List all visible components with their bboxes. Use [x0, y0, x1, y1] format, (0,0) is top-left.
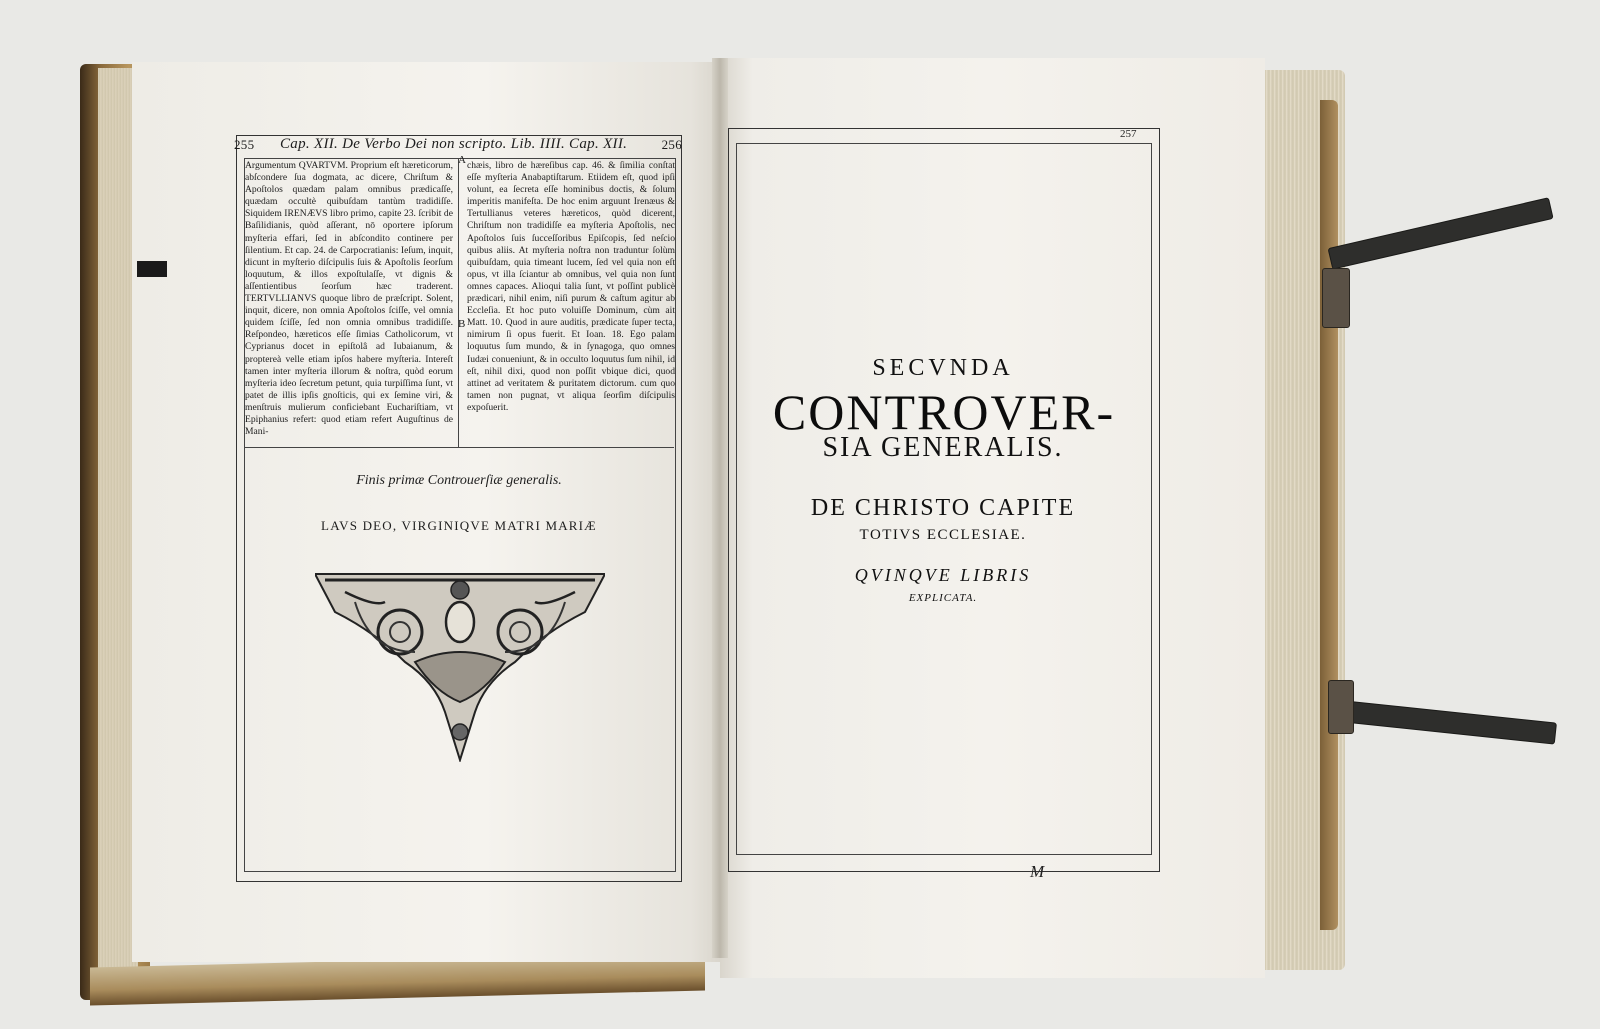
clasp-strap-upper — [1328, 197, 1554, 270]
margin-marker-a: A — [458, 154, 466, 166]
book-gutter — [712, 58, 728, 958]
clasp-lower — [1328, 680, 1354, 734]
title-controversia: CONTROVER- — [772, 384, 1116, 440]
running-header-title: Cap. XII. De Verbo Dei non scripto. Lib. IIII. Cap. XII. — [280, 136, 628, 152]
text-column-a: Argumentum QVARTVM. Proprium eſt hæreticorum, abſcondere ſua dogmata, ac dicere, Chriſtum & Apoſtolos quædam palam omnibus prædicaſſe, quædam occultè quibuſdam tantùm tradidiſſe. Siquidem IRENÆVS libro primo, capite 23. ſcribit de Baſilidianis, quòd aſſerant, nō oportere ipſorum myſteria effari, ſed in abſcondito continere per ſilentium. Et cap. 24. de Carpocratianis: Ieſum, inquit, dicunt in myſterio diſcipulis ſuis & Apoſtolis ſeorſum loquutum, & illos expoſtulaſſe, vt dignis & aſſentientibus ſeorſum hæc traderent. TERTVLLIANVS quoque libro de præſcript. Solent, inquit, dicere, non omnia Apoſtolos ſciſſe, vel omnia quidem ſciſſe, ſed non omnia omnibus tradidiſſe. Reſpondeo, hæreticos eſſe ſimias Catholicorum, vt Cyprianus docet in epiſtolâ ad Iubaianum, & proptereà velle etiam ipſos habere myſteria. Intereſt tamen inter myſteria illorum & noſtra, quòd eorum myſteria ideo ſecretum petunt, quia turpiſſima ſunt, vt patet de illis ipſis gnoſticis, qui ex ſemine viri, & menſtruis mulierum conficiebant Euchariſtiam, vt Epiphanius refert: quod etiam refert Auguſtinus de Mani- — [245, 160, 453, 438]
book-cover-right — [1320, 100, 1338, 930]
title-explicata: EXPLICATA. — [908, 592, 978, 604]
column-divider — [458, 158, 459, 448]
title-de-christo-capite: DE CHRISTO CAPITE — [810, 495, 1076, 521]
title-totius-ecclesiae: TOTIVS ECCLESIAE. — [859, 527, 1027, 543]
signature-mark: M — [1030, 862, 1045, 881]
text-block-rule — [244, 447, 674, 448]
page-number-255: 255 — [234, 137, 255, 152]
title-generalis: SIA GENERALIS. — [822, 432, 1064, 463]
text-column-b: chæis, libro de hæreſibus cap. 46. & ſimilia conſtat eſſe myſteria Anabaptiſtarum. Etiidem eſt, quod ipſi volunt, ea ſecreta eſſe hominibus doctis, & ſolum imperitis manifeſta. De hoc enim arguunt Irenæus & Tertullianus veteres hæreticos, quòd dicerent, Chriſtum non tradidiſſe ea myſteria Apoſtolis, nec Apoſtolos ſuis ſucceſſoribus Epiſcopis, ſed neſcio quibus aliis. At myſteria noſtra non traduntur ſolùm quibuſdam, quia timeant lucem, ſed vel quia non eſt opus, vt illa ſciantur ab omnibus, vel quia non ſunt omnes capaces. Alioqui talia ſunt, vt poſſint publicè prædicari, nihil enim, niſi purum & caſtum agitur ab Eccleſia. Et hoc puto voluiſſe Dominum, cùm ait Matt. 10. Quod in aure auditis, prædicate ſuper tecta, nimirum ſi opus fuerit. Et Ioan. 18. Ego palam loquutus ſum mundo, & in ſynagoga, quo omnes Iudæi conueniunt, & in occulto loquutus ſum nihil, id eſt, nihil dixi, quod non poſſit vbique dici, quod attinet ad veritatem & puritatem dictorum. cum quo tamen non pugnat, vt aliqua ſeorſim diſcipulis expoſuerit. — [467, 160, 675, 413]
finis-line: Finis primæ Controuerſiæ generalis. — [356, 473, 562, 488]
page-tab-marker — [137, 261, 167, 277]
title-quinque-libris: QVINQVE LIBRIS — [854, 565, 1032, 585]
clasp-upper — [1322, 268, 1350, 328]
margin-marker-b: B — [458, 318, 466, 330]
clasp-strap-lower — [1339, 700, 1557, 745]
title-secunda: SECVNDA — [872, 355, 1014, 381]
left-page-running-header — [232, 136, 684, 156]
woodcut-ornament — [315, 572, 605, 762]
page-number-257: 257 — [1120, 128, 1137, 140]
page-number-256: 256 — [661, 137, 682, 152]
laus-deo-line: LAVS DEO, VIRGINIQVE MATRI MARIÆ — [321, 518, 597, 533]
